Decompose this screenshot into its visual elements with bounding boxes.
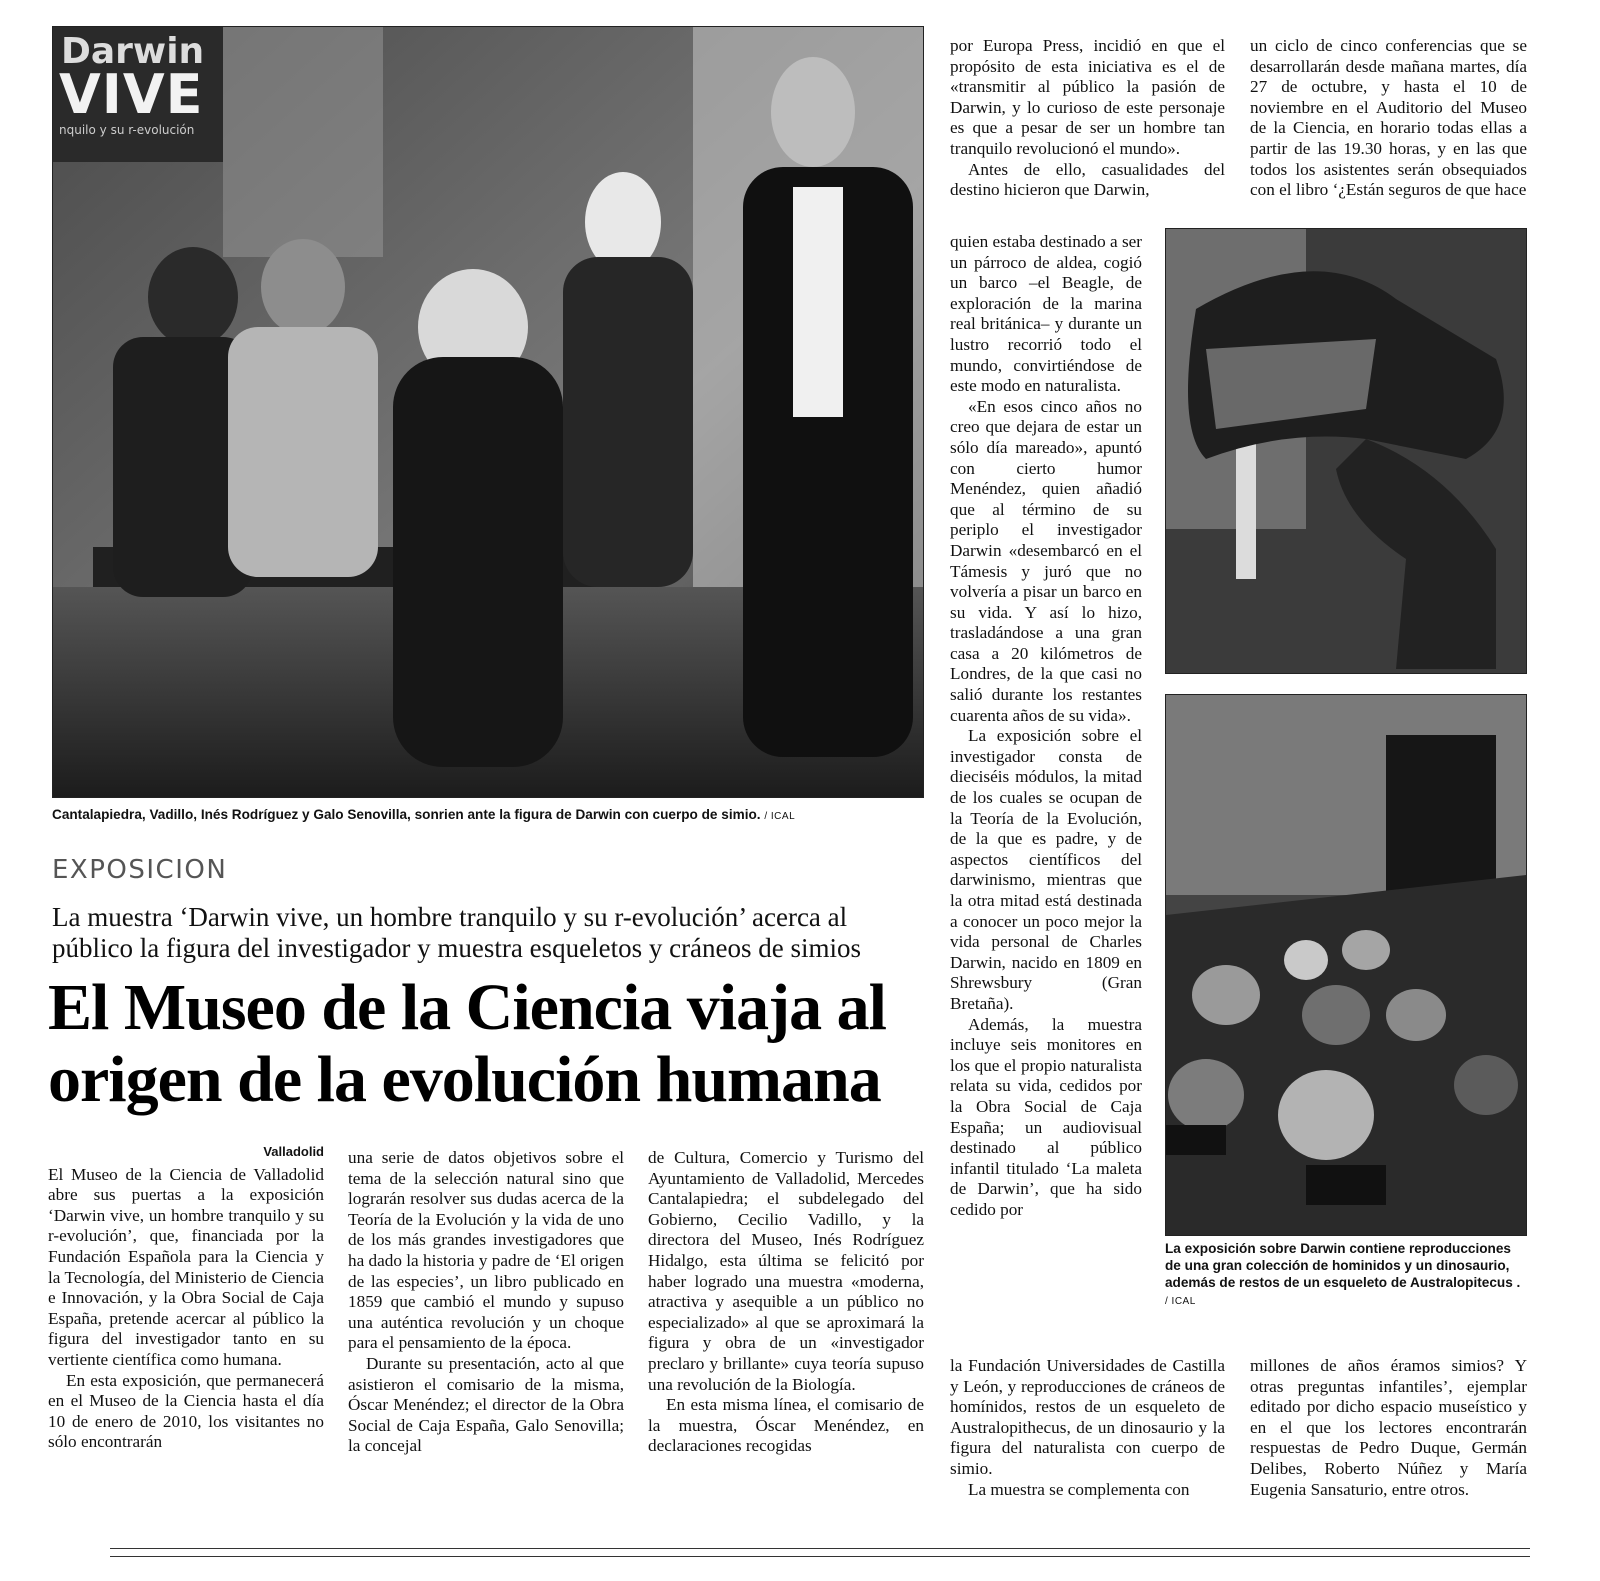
col4-paragraph: quien estaba destinado a ser un párroco de aldea, cogió un barco –el Beagle, de exploración de la marina real británica– y durante un lustro recorrió todo el mundo, convirtiéndose de este modo en naturalista. [950,232,1142,396]
column-4-bottom [950,1356,1225,1500]
main-photo [52,26,924,798]
skulls-photo-scene [1166,695,1526,1235]
col2-paragraph: una serie de datos objetivos sobre el tema de la selección natural sino que lograrán resolver sus dudas acerca de la Teoría de la Evolución y la vida de uno de los más grandes investigadores que ha dado la historia y padre de ‘El origen de las especies’, un libro publicado en 1859 que cambió el mundo y supuso una auténtica revolución y un choque para el pensamiento de la época. [348,1148,624,1353]
skulls-photo-caption-text: La exposición sobre Darwin contiene reproducciones de una gran colección de hominidos y un dinosaurio, además de restos de un esqueleto de Australopitecus . [1165,1241,1521,1290]
skulls-photo [1165,694,1527,1236]
col4-paragraph: Además, la muestra incluye seis monitores en los que el propio naturalista relata su vida, cedidos por la Obra Social de Caja España; un audiovisual destinado al público infantil titulado ‘La maleta de Darwin’, que ha sido cedido por [950,1014,1142,1219]
col5-paragraph: un ciclo de cinco conferencias que se desarrollarán desde mañana martes, día 27 de octubre, y hasta el 10 de noviembre en el Auditorio del Museo de la Ciencia, en horario todas ellas a partir de las 19.30 horas, y en las que todos los asistentes serán obsequiados con el libro ‘¿Están seguros de que hace [1250,36,1527,200]
article-subtitle: La muestra ‘Darwin vive, un hombre tranquilo y su r-evolución’ acerca al público la figura del investigador y muestra esqueletos y cráneos de simios [52,902,862,963]
bottom-rule [110,1548,1530,1549]
main-photo-caption [52,806,932,825]
column-5-bottom [1250,1356,1527,1500]
col3-paragraph: En esta misma línea, el comisario de la muestra, Óscar Menéndez, en declaraciones recogidas [648,1395,924,1456]
col5-paragraph: millones de años éramos simios? Y otras preguntas infantiles’, ejemplar editado por dicho espacio museístico y en el que los lectores encontrarán respuestas de Pedro Duque, Germán Delibes, Roberto Núñez y María Eugenia Sansaturio, entre otros. [1250,1356,1527,1499]
main-photo-caption-text: Cantalapiedra, Vadillo, Inés Rodríguez y Galo Senovilla, sonrien ante la figura de Darwin con cuerpo de simio. [52,807,761,822]
column-5-top [1250,36,1527,201]
col3-paragraph: de Cultura, Comercio y Turismo del Ayuntamiento de Valladolid, Mercedes Cantalapiedra; el subdelegado del Gobierno, Cecilio Vadillo, y la directora del Museo, Inés Rodríguez Hidalgo, esta última se felicitó por haber logrado una muestra «moderna, atractiva y asequible a un público no especializado» al que se aproximará la figura y obra de un «investigador preclaro y brillante» cuya teoría supuso una revolución de la Biología. [648,1148,924,1394]
col4-paragraph: la Fundación Universidades de Castilla y León, y reproducciones de cráneos de homínidos, restos de un esqueleto de Australopithecus, de un dinosaurio y la figura del naturalista con cuerpo de simio. [950,1356,1225,1478]
col1-paragraph: En esta exposición, que permanecerá en el Museo de la Ciencia hasta el día 10 de enero de 2010, los visitantes no sólo encontrarán [48,1370,324,1452]
bottom-rule-2 [110,1556,1530,1557]
main-photo-credit: / ICAL [764,811,796,822]
article-headline: El Museo de la Ciencia viaja al origen de la evolución humana [48,971,886,1116]
banner-tagline: nquilo y su r-evolución [59,123,195,137]
column-4-top [950,36,1225,201]
col4-paragraph: «En esos cinco años no creo que dejara de estar un sólo día mareado», apuntó con cierto humor Menéndez, quien añadió que al término de su periplo el investigador Darwin «desembarcó en el Támesis y juró que no volvería a pisar un barco en su vida. Y así lo hizo, trasladándose a una gran casa a 20 kilómetros de Londres, de la que casi no salió durante los restantes cuarenta años de su vida». [950,396,1142,725]
banner-title-small: Darwin [61,31,205,72]
skulls-photo-credit: / ICAL [1165,1296,1196,1307]
banner-title-large: VIVE [59,63,204,126]
darwin-vive-banner [53,27,223,162]
skulls-photo-caption [1165,1240,1527,1310]
column-1 [48,1142,324,1453]
column-3 [648,1148,924,1457]
section-label: EXPOSICION [52,855,228,885]
col2-paragraph: Durante su presentación, acto al que asistieron el comisario de la misma, Óscar Menéndez; el director de la Obra Social de Caja España, Galo Senovilla; la concejal [348,1353,624,1456]
column-4-narrow [950,232,1142,1221]
dinosaur-photo-scene [1166,229,1526,673]
dinosaur-photo [1165,228,1527,674]
col4-paragraph: por Europa Press, incidió en que el propósito de esta iniciativa es el de «transmitir al público la pasión de Darwin, y lo curioso de este personaje es que a pesar de ser un hombre tan tranquilo revolucionó el mundo». [950,36,1225,158]
col1-paragraph: El Museo de la Ciencia de Valladolid abre sus puertas a la exposición ‘Darwin vive, un hombre tranquilo y su r-evolución’, que, financiada por la Fundación Española para la Ciencia y la Tecnología, del Ministerio de Ciencia e Innovación, y la Obra Social de Caja España, pretende acercar al público la figura del investigador tanto en su vertiente científica como humana. [48,1164,324,1369]
col4-paragraph: La muestra se complementa con [968,1479,1190,1499]
column-2 [348,1148,624,1457]
dateline: Valladolid [263,1144,324,1159]
col4-paragraph: La exposición sobre el investigador consta de dieciséis módulos, la mitad de los cuales se ocupan de la Teoría de la Evolución, de la que es padre, y de aspectos científicos del darwinismo, mientras que la otra mitad está destinada a conocer un poco mejor la vida personal de Charles Darwin, nacido en 1809 en Shrewsbury (Gran Bretaña). [950,726,1142,1013]
col4-paragraph: Antes de ello, casualidades del destino hicieron que Darwin, [950,159,1225,200]
